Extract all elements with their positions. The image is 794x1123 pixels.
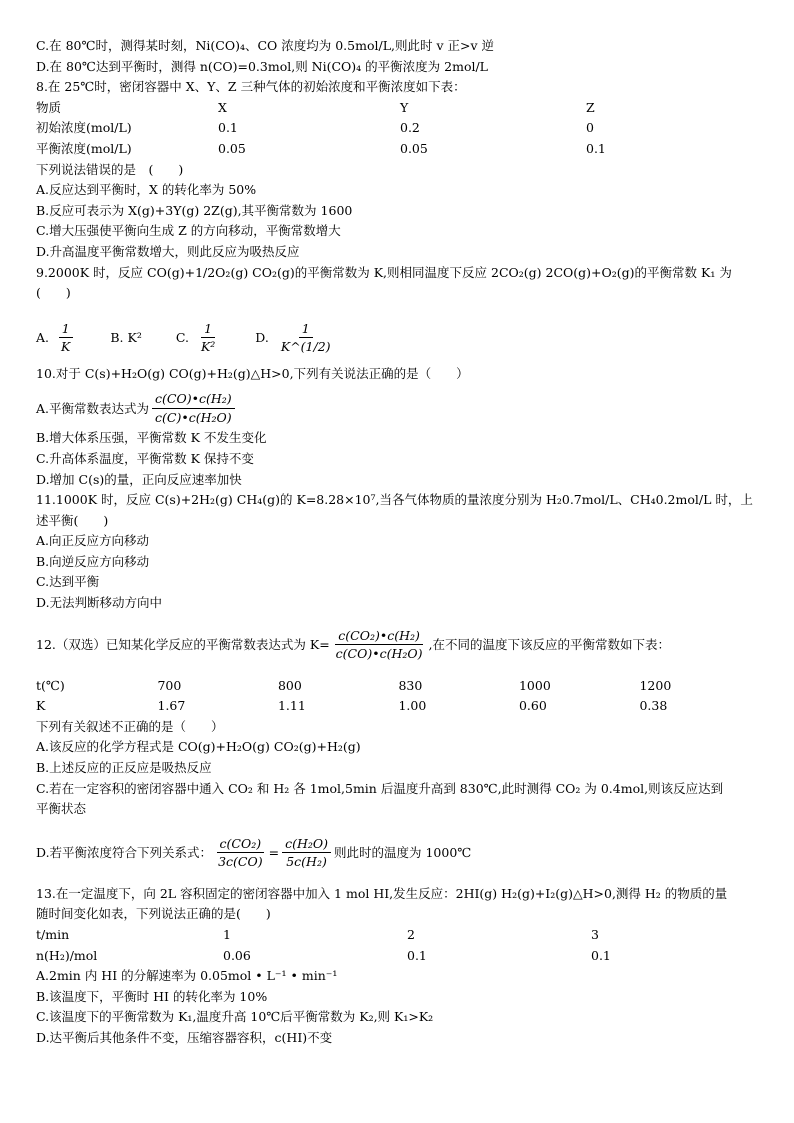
question-9-bracket: ( ) — [36, 285, 71, 301]
table-cell: 0.05 — [400, 140, 428, 156]
table-cell: 0.1 — [591, 947, 611, 963]
table-row — [36, 678, 760, 699]
table-cell: X — [218, 99, 227, 115]
denominator: c(CO)•c(H₂O) — [335, 646, 423, 662]
stem-text: ,在不同的温度下该反应的平衡常数如下表： — [428, 636, 671, 652]
option-text: B.增大体系压强，平衡常数 K 不发生变化 — [36, 430, 267, 446]
numerator: 1 — [299, 321, 313, 339]
table-row — [36, 927, 760, 948]
table-cell: 0.2 — [400, 120, 420, 136]
option-text: D.增加 C(s)的量，正向反应速率加快 — [36, 471, 242, 487]
table-cell: Z — [586, 99, 595, 115]
numerator: 1 — [201, 321, 215, 339]
table-cell: 1200 — [639, 677, 672, 693]
option-label: A. — [36, 329, 50, 345]
option-text: C.升高体系温度，平衡常数 K 保持不变 — [36, 450, 254, 466]
table-cell: 830 — [398, 677, 423, 693]
question-13-stem: 13.在一定温度下，向 2L 容积固定的密闭容器中加入 1 mol HI,发生反应：2HI(g) H₂(g)+I₂(g)△H>0,测得 H₂ 的物质的量 — [36, 885, 728, 901]
q8-table-header — [36, 100, 760, 121]
option-text: D.在 80℃达到平衡时，测得 n(CO)=0.3mol,则 Ni(CO)₄ 的平衡浓度为 2mol/L — [36, 58, 488, 74]
table-cell: 1000 — [518, 677, 551, 693]
numerator: c(H₂O) — [282, 836, 331, 854]
table-cell: K — [36, 698, 46, 714]
table-cell: 700 — [157, 677, 182, 693]
option-text: D.升高温度平衡常数增大，则此反应为吸热反应 — [36, 243, 300, 259]
option-text: C.达到平衡 — [36, 574, 100, 590]
table-cell: 0.38 — [639, 698, 668, 714]
question-12-stem — [36, 620, 760, 670]
question-8-ask: 下列说法错误的是 ( ) — [36, 161, 184, 177]
fraction — [198, 321, 218, 355]
option-d — [255, 321, 336, 355]
table-cell: 3 — [591, 927, 599, 942]
question-10-stem: 10.对于 C(s)+H₂O(g) CO(g)+H₂(g)△H>0,下列有关说法正确的是（ ） — [36, 365, 469, 381]
option-text-cont: 平衡状态 — [36, 801, 87, 817]
option-text: D.达平衡后其他条件不变，压缩容器容积，c(HI)不变 — [36, 1029, 333, 1045]
table-cell: 1.67 — [157, 698, 186, 714]
option-label: C. — [175, 329, 189, 345]
table-cell: Y — [400, 99, 409, 115]
equals-sign: = — [268, 845, 280, 860]
table-row — [36, 120, 760, 141]
option-b — [110, 330, 141, 346]
denominator: 3c(CO) — [218, 854, 263, 870]
option-a — [36, 386, 760, 430]
option-a — [36, 321, 76, 355]
option-label: A.平衡常数表达式为 — [36, 400, 150, 416]
option-text: C.增大压强使平衡向生成 Z 的方向移动，平衡常数增大 — [36, 223, 341, 239]
option-text: B.该温度下，平衡时 HI 的转化率为 10% — [36, 988, 268, 1004]
option-text: C.该温度下的平衡常数为 K₁,温度升高 10℃后平衡常数为 K₂,则 K₁>K₂ — [36, 1009, 434, 1025]
table-cell: 2 — [407, 927, 415, 942]
option-text: A.向正反应方向移动 — [36, 533, 150, 549]
question-8-stem: 8.在 25℃时，密闭容器中 X、Y、Z 三种气体的初始浓度和平衡浓度如下表： — [36, 79, 466, 95]
table-cell: n(H₂)/mol — [36, 947, 98, 963]
option-label: D.若平衡浓度符合下列关系式： — [36, 845, 213, 860]
table-cell: 0.1 — [218, 120, 238, 136]
numerator: c(CO₂) — [217, 836, 265, 854]
question-9-options — [36, 310, 760, 366]
table-cell: 物质 — [36, 99, 62, 115]
denominator: K — [61, 339, 71, 355]
question-13-stem-cont: 随时间变化如表，下列说法正确的是( ) — [36, 906, 271, 922]
table-cell: 0.05 — [218, 140, 246, 156]
denominator: K^(1/2) — [280, 339, 331, 355]
fraction — [152, 391, 235, 425]
option-text: B.反应可表示为 X(g)+3Y(g) 2Z(g),其平衡常数为 1600 — [36, 202, 353, 218]
table-cell: 0.1 — [407, 947, 427, 963]
table-cell: t/min — [36, 927, 70, 942]
option-text: A.反应达到平衡时，X 的转化率为 50% — [36, 182, 257, 198]
table-cell: 800 — [277, 677, 302, 693]
option-c — [176, 321, 221, 355]
table-row — [36, 141, 760, 162]
option-label: D. — [255, 329, 269, 345]
numerator: c(CO)•c(H₂) — [152, 391, 235, 409]
table-cell: 1.00 — [398, 698, 427, 714]
stem-text: 12.（双选）已知某化学反应的平衡常数表达式为 K= — [36, 636, 330, 652]
option-text: B. K² — [110, 329, 142, 345]
option-text: C.若在一定容积的密闭容器中通入 CO₂ 和 H₂ 各 1mol,5min 后温度升高到 830℃,此时测得 CO₂ 为 0.4mol,则该反应达到 — [36, 780, 724, 796]
fraction — [215, 836, 266, 870]
option-text: B.上述反应的正反应是吸热反应 — [36, 760, 212, 776]
table-cell: 平衡浓度(mol/L) — [36, 140, 132, 156]
option-text: A.2min 内 HI 的分解速率为 0.05mol • L⁻¹ • min⁻¹ — [36, 968, 338, 984]
table-cell: 1.11 — [277, 698, 306, 714]
table-cell: 0.1 — [586, 140, 606, 156]
question-11-stem: 11.1000K 时，反应 C(s)+2H₂(g) CH₄(g)的 K=8.28×10⁷,当各气体物质的量浓度分别为 H₂0.7mol/L、CH₄0.2mol/L 时，上 — [36, 492, 753, 508]
fraction — [58, 321, 73, 355]
option-text: D.无法判断移动方向中 — [36, 595, 163, 611]
numerator: c(CO₂)•c(H₂) — [335, 628, 423, 646]
table-cell: 0.60 — [518, 698, 547, 714]
option-text: 则此时的温度为 1000℃ — [334, 845, 472, 860]
table-cell: t(℃) — [36, 677, 65, 693]
denominator: 5c(H₂) — [286, 854, 327, 870]
question-12-ask: 下列有关叙述不正确的是（ ） — [36, 718, 224, 734]
table-row — [36, 698, 760, 719]
option-text: C.在 80℃时，测得某时刻，Ni(CO)₄、CO 浓度均为 0.5mol/L,则此时 v 正>v 逆 — [36, 38, 494, 53]
option-text: A.该反应的化学方程式是 CO(g)+H₂O(g) CO₂(g)+H₂(g) — [36, 739, 361, 755]
table-cell: 1 — [223, 927, 231, 942]
document-page — [36, 38, 760, 1051]
table-cell: 初始浓度(mol/L) — [36, 120, 132, 136]
denominator: K² — [200, 339, 216, 355]
option-d — [36, 828, 760, 878]
fraction — [278, 321, 334, 355]
option-text: B.向逆反应方向移动 — [36, 553, 150, 569]
denominator: c(C)•c(H₂O) — [155, 409, 232, 425]
question-9-stem: 9.2000K 时，反应 CO(g)+1/2O₂(g) CO₂(g)的平衡常数为 K,则相同温度下反应 2CO₂(g) 2CO(g)+O₂(g)的平衡常数 K₁ 为 — [36, 264, 732, 280]
table-row — [36, 948, 760, 969]
table-cell: 0 — [586, 120, 594, 136]
numerator: 1 — [59, 321, 73, 339]
fraction — [282, 836, 331, 870]
table-cell: 0.06 — [223, 947, 251, 963]
question-11-stem-cont: 述平衡( ) — [36, 512, 109, 528]
fraction — [333, 628, 426, 662]
